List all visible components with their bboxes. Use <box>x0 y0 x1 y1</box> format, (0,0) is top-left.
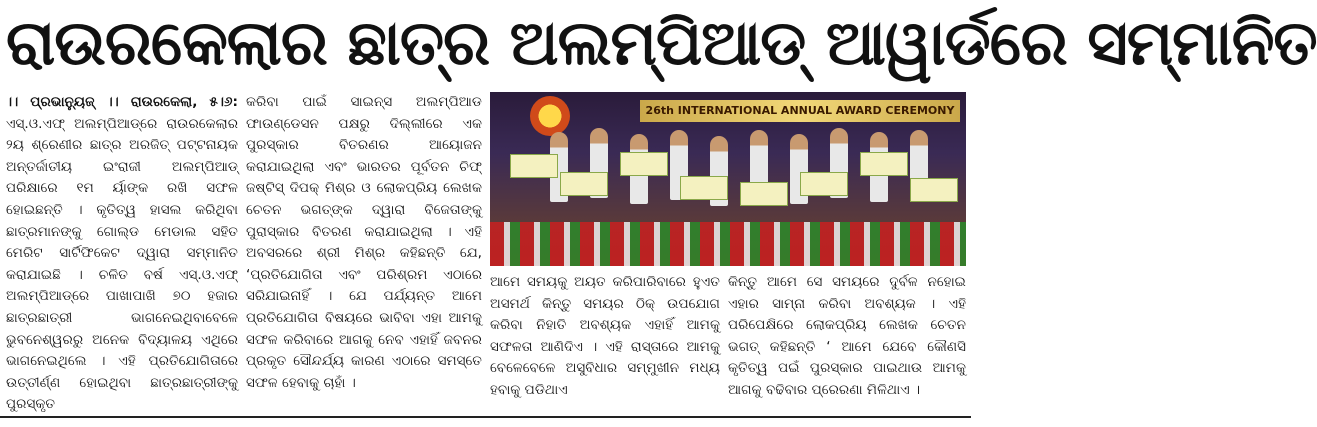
event-logo <box>530 96 570 136</box>
certificate <box>860 152 908 176</box>
article-column-1 <box>6 92 238 413</box>
certificate <box>680 176 728 200</box>
article-text-col2: କରିବା ପାଇଁ ସାଇନ୍ସ ଅଲମ୍ପିଆଡ ଫାଉଣ୍ଡେସନ ପକ୍ଷରୁ ଦିଲ୍ଲୀରେ ଏକ ପୁରସ୍କାର ବିତରଣର ଆୟୋଜନ କରାଯାଇଥିଲା ଏବଂ ଭାରତର ପୂର୍ବତନ ଚିଫ୍ ଜଷ୍ଟିସ୍ ଦିପକ୍ ମିଶ୍ର ଓ ଲୋକପ୍ରିୟ ଲେଖକ ଚେତନ ଭଗତ୍‌ଙ୍କ ଦ୍ୱାରା ବିଜେତାଙ୍କୁ ପୁରାସ୍କାର ବିତରଣ କରାଯାଇଥିଲା । ଏହି ଅବସରରେ ଶ୍ରୀ ମିଶ୍ର କହିଛନ୍ତି ଯେ, ‘ପ୍ରତିଯୋଗିତା ଏବଂ ପରିଶ୍ରମ ଏଠାରେ ସରିଯାଇନାହିଁ । ଯେ ପର୍ଯ୍ୟନ୍ତ ଆମେ ପ୍ରତିଯୋଗିତା ବିଷୟରେ ଭାବିବା ଏହା ଆମକୁ ସଫଳ କରିବାରେ ଆଗକୁ ନେବ ଏହାହିଁ ଜବନର ପ୍ରକୃତ ସୌନ୍ଦର୍ଯ୍ୟ କାରଣ ଏଠାରେ ସମସ୍ତେ ସଫଳ ହେବାକୁ ଚାହାଁ । <box>246 94 482 391</box>
certificate <box>620 152 668 176</box>
article-text-col4: କିନ୍ତୁ ଆମେ ସେ ସମୟରେ ଦୁର୍ବଳ ନହୋଇ ଏହାର ସାମ୍ନା କରିବା ଅବଶ୍ୟକ । ଏହି ପରିପେକ୍ଷିରେ ଲୋକପ୍ରିୟ ଲେଖକ ଚେତନ ଭଗତ୍ କହିଛନ୍ତି ‘ ଆମେ ଯେବେ କୌଣସି କୃତିତ୍ୱ ପଇଁ ପୁରସ୍କାର ପାଇଥାଉ ଆମକୁ ଆଗକୁ ବଢିବାର ପ୍ରେରଣା ମିଳିଥାଏ । <box>728 274 966 398</box>
dateline: ।। ପ୍ରଭାନ୍ୟୁଜ୍ ।। ରାଉରକେଲା, ୫।୬: <box>6 94 238 110</box>
certificate <box>560 172 608 196</box>
bottom-rule <box>0 416 971 418</box>
certificate <box>740 182 788 206</box>
article-text-col1: ଏସ୍.ଓ.ଏଫ୍ ଅଲମ୍ପିଆଡ୍‌ରେ ରାଉରକେଲାର ୨ୟ ଶ୍ରେଣୀର ଛାତ୍ର ଅରଜିତ୍ ପଟ୍ଟନାୟକ ଅନ୍ତର୍ଜାତୀୟ ଇଂରାଜୀ ଅଲମ୍ପିଆଡ୍ ପରିକ୍ଷାରେ ୧ମ ର୍ୟାଙ୍କ ରଖି ସଫଳ ହୋଇଛନ୍ତି । କୃତିତ୍ୱ ହାସଲ କରିଥିବା ଛାତ୍ରମାନଙ୍କୁ ଗୋଲ୍ଡ ମେଡାଲ ସହିତ ମେରିଟ ସାର୍ଟିଫିକେଟ ଦ୍ୱାରା ସମ୍ମାନିତ କରାଯାଇଛି । ଚଳିତ ବର୍ଷ ଏସ୍.ଓ.ଏଫ୍ ଅଲମ୍ପିଆଡ୍‌ରେ ପାଖାପାଖି ୭୦ ହଜାର ଛାତ୍ରଛାତ୍ରୀ ଭାଗନେଇଥିବାବେଳେ ଭୁବନେଶ୍ୱରରୁ ଅନେକ ବିଦ୍ୟାଳୟ ଏଥିରେ ଭାଗନେଇଥିଲେ । ଏହି ପ୍ରତିଯୋଗିତାରେ ଉତ୍ତୀର୍ଣ୍ଣ ହୋଇଥିବା ଛାତ୍ରଛାତ୍ରୀଙ୍କୁ ପୁରସ୍କୃତ <box>6 115 238 413</box>
article-column-4 <box>728 272 966 412</box>
certificate <box>910 178 958 202</box>
headline: ରାଉରକେଲାର ଛାତ୍ର ଅଲମ୍ପିଆଡ୍ ଆୱାର୍ଡରେ ସମ୍ମାନିତ <box>6 6 1317 79</box>
award-ceremony-photo <box>490 92 966 266</box>
photo-banner: 26th INTERNATIONAL ANNUAL AWARD CEREMONY <box>640 100 960 122</box>
certificate <box>510 154 558 178</box>
article-text-col3: ଆମେ ସମୟକୁ ଅୟତ କରିପାରିବାରେ ହୁଏତ ଅସମର୍ଥ କିନ୍ତୁ ସମୟର ଠିକ୍ ଉପଯୋଗ କରିବା ନିହାତି ଅବଶ୍ୟକ ଏହାହିଁ ଆମକୁ ସଫଳତା ଆଣିଦିଏ । ଏହି ରାସ୍ତାରେ ଆମକୁ ବେଳେବେଳେ ଅସୁବିଧାର ସମ୍ମୁଖୀନ ମଧ୍ୟ ହବାକୁ ପଡିଥାଏ <box>490 274 720 398</box>
article-column-2 <box>246 92 482 408</box>
article-column-3 <box>490 272 720 412</box>
stage-flowers <box>490 222 966 266</box>
certificate <box>800 172 848 196</box>
